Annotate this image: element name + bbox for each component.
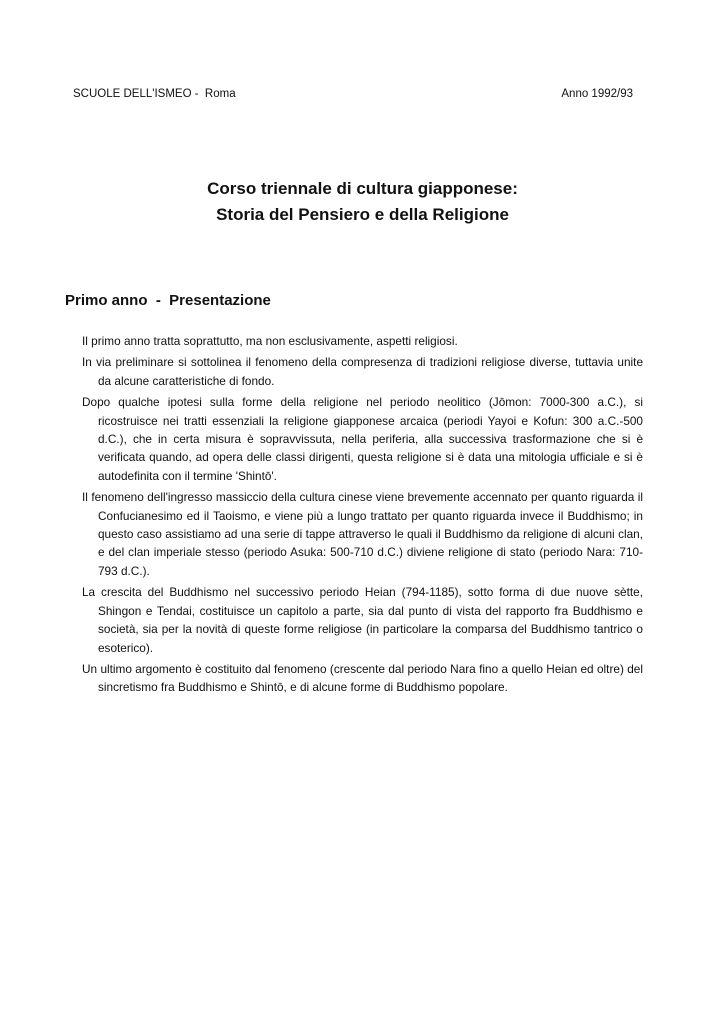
paragraph: Il primo anno tratta soprattutto, ma non esclusivamente, aspetti religiosi.	[82, 334, 458, 348]
header-institution: SCUOLE DELL'ISMEO - Roma	[73, 88, 236, 100]
paragraph: Dopo qualche ipotesi sulla forme della religione nel periodo neolitico (Jōmon: 7000-300 a.C.), si ricostruisce nei tratti essenziali la religione giapponese arcaica (periodi Yayoi e Kofun: 300 a.C.-500 d.C.), che in certa misura è sopravvissuta, nella periferia, alla successiva trasformazione che si è verificata quando, ad opera delle classi dirigenti, questa religione si è data una mitologia ufficiale e si è autodefinita con il termine 'Shintō'.	[82, 395, 643, 483]
paragraph: Un ultimo argomento è costituito dal fenomeno (crescente dal periodo Nara fino a quello Heian ed oltre) del sincretismo fra Buddhismo e Shintō, e di alcune forme di Buddhismo popolare.	[82, 661, 643, 695]
section-heading: Primo anno - Presentazione	[65, 292, 271, 309]
paragraph: In via preliminare si sottolinea il fenomeno della compresenza di tradizioni religiose diverse, tuttavia unite da alcune caratteristiche di fondo.	[82, 355, 643, 388]
document-title	[0, 176, 725, 228]
paragraph: Il fenomeno dell'ingresso massiccio della cultura cinese viene brevemente accennato per quanto riguarda il Confucianesimo ed il Taoismo, e viene più a lungo trattato per quanto riguarda invece il Buddhismo; in questo caso assistiamo ad una serie di tappe attraverso le quali il Buddhismo da religione di alcuni clan, e del clan imperiale stesso (periodo Asuka: 500-710 d.C.) diviene religione di stato (periodo Nara: 710-793 d.C.).	[82, 490, 643, 578]
paragraph: La crescita del Buddhismo nel successivo periodo Heian (794-1185), sotto forma di due nuove sètte, Shingon e Tendai, costituisce un capitolo a parte, sia dal punto di vista del rapporto fra Buddhismo e società, sia per la novità di queste forme religiose (in particolare la comparsa del Buddhismo tantrico o esoterico).	[82, 585, 643, 655]
title-line-2: Storia del Pensiero e della Religione	[216, 205, 509, 224]
body-text	[82, 332, 643, 700]
header-academic-year: Anno 1992/93	[561, 88, 633, 100]
title-line-1: Corso triennale di cultura giapponese:	[207, 179, 518, 198]
